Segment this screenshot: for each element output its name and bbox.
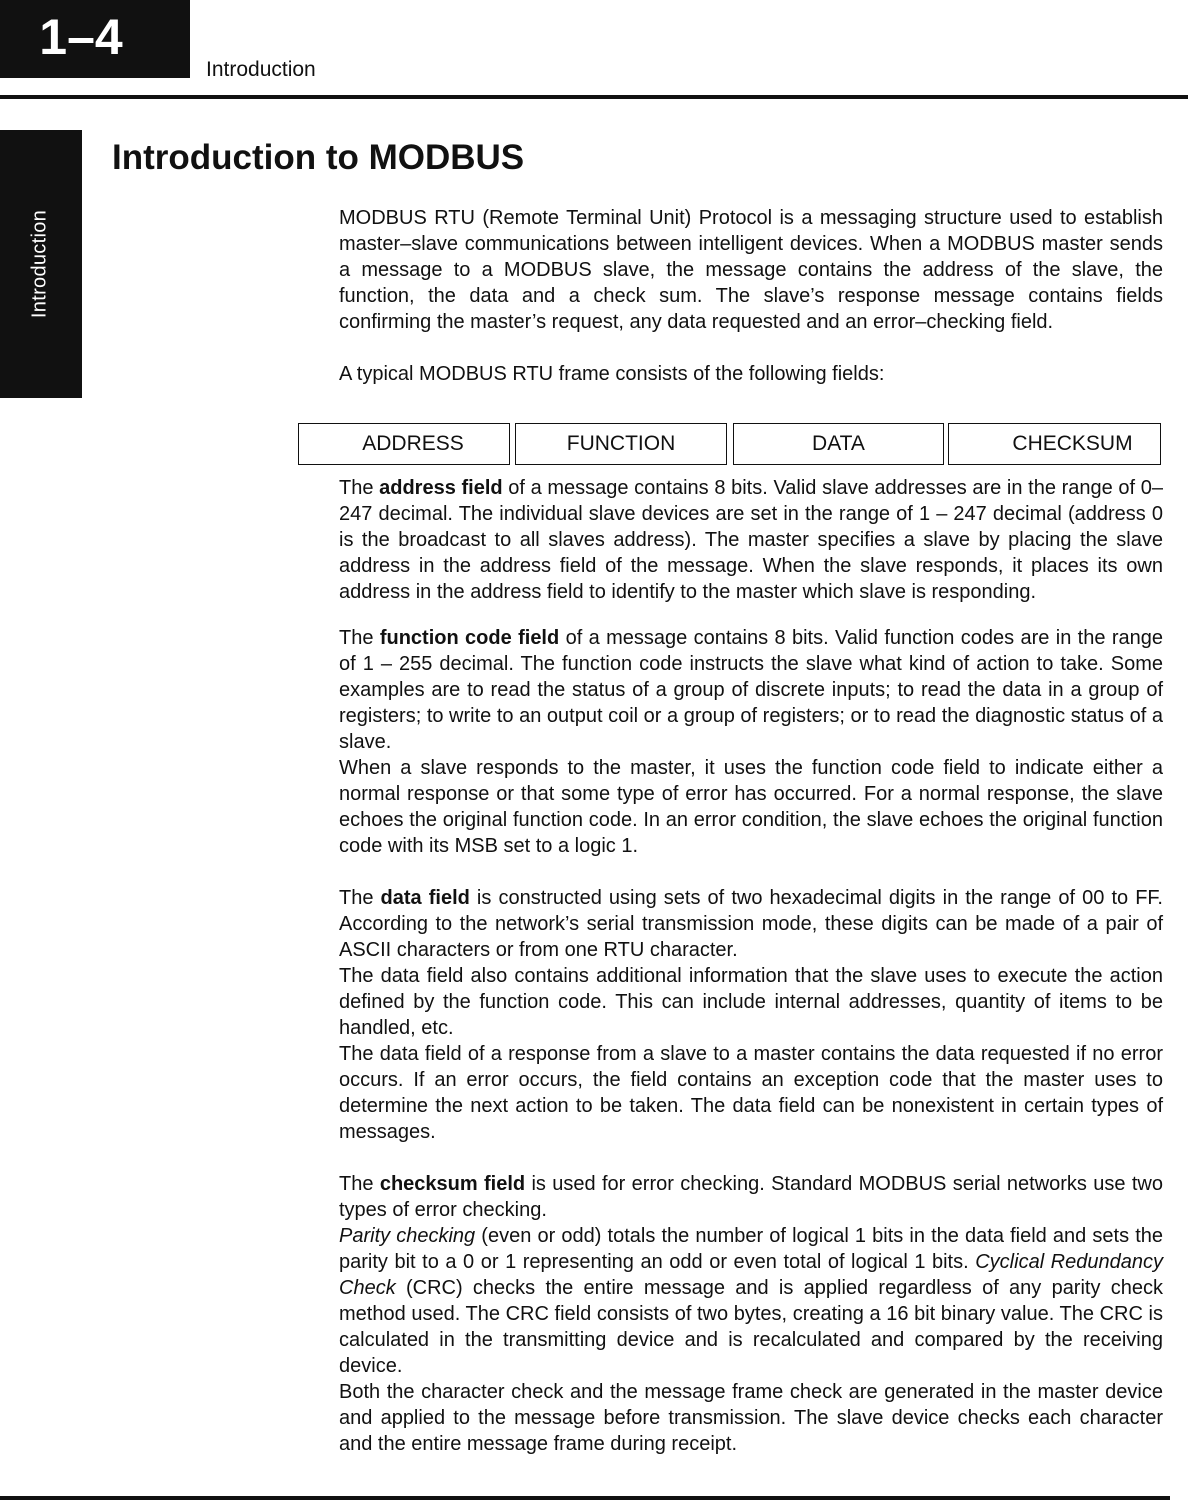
frame-field-label: DATA bbox=[812, 432, 865, 455]
data-lead: The bbox=[339, 887, 381, 909]
footer-rule bbox=[0, 1496, 1170, 1500]
frame-intro-paragraph: A typical MODBUS RTU frame consists of the following fields: bbox=[339, 363, 885, 385]
address-field-text: of a message contains 8 bits. Valid slave addresses are in the range of 0– 247 decimal. The individual slave devices are set in the range of 1 – 247 decimal (address 0 is the broadcast to all slaves address). The master specifies a slave by placing the slave address in the address field of the message. When the slave responds, it places its own address in the address field to identify to the master which slave is responding. bbox=[339, 477, 1163, 603]
parity-crc-paragraph bbox=[339, 1223, 1163, 1379]
frame-field-label: ADDRESS bbox=[362, 432, 464, 455]
data-response-paragraph: The data field of a response from a slave to a master contains the data requested if no error occurs. If an error occurs, the field contains an exception code that the master uses to determine the next action to be taken. The data field can be nonexistent in certain types of messages. bbox=[339, 1043, 1163, 1143]
address-lead: The bbox=[339, 477, 380, 499]
data-additional-paragraph: The data field also contains additional information that the slave uses to execute the action defined by the function code. This can include internal addresses, quantity of items to be handled, etc. bbox=[339, 965, 1163, 1039]
function-response-paragraph: When a slave responds to the master, it uses the function code field to indicate either a normal response or that some type of error has occurred. For a normal response, the slave echoes the original function code. In an error condition, the slave echoes the original function code with its MSB set to a logic 1. bbox=[339, 757, 1163, 857]
side-tab-label: Introduction bbox=[28, 209, 51, 319]
parity-checking-term: Parity checking bbox=[339, 1225, 476, 1247]
checksum-field-paragraph bbox=[339, 1171, 1163, 1223]
function-field-paragraph bbox=[339, 625, 1163, 755]
checksum-field-term: checksum field bbox=[379, 1173, 526, 1195]
crc-text: (CRC) checks the entire message and is applied regardless of any parity check method used. The CRC field consists of two bytes, creating a 16 bit binary value. The CRC is calculated in the transmitting device and is recalculated and compared by the receiving device. bbox=[339, 1277, 1163, 1377]
data-field-paragraph bbox=[339, 885, 1163, 963]
frame-field-label: FUNCTION bbox=[566, 432, 676, 455]
crc-term: Cyclical Redundancy Check bbox=[339, 1251, 1163, 1299]
checksum-generation-paragraph: Both the character check and the message frame check are generated in the master device and applied to the message before transmission. The slave device checks each character and the entire message frame during receipt. bbox=[339, 1381, 1163, 1455]
address-field-paragraph bbox=[339, 475, 1163, 605]
header-section-label: Introduction bbox=[206, 58, 316, 81]
frame-spacer bbox=[339, 387, 1163, 475]
parity-checking-text: (even or odd) totals the number of logical 1 bits in the data field and sets the parity bit to a 0 or 1 representing an odd or even total of logical 1 bits. bbox=[339, 1225, 1163, 1273]
checksum-field-text: is used for error checking. Standard MODBUS serial networks use two types of error checking. bbox=[339, 1173, 1163, 1221]
data-field-text: is constructed using sets of two hexadecimal digits in the range of 00 to FF. According to the network’s serial transmission mode, these digits can be made of a pair of ASCII characters or from one RTU character. bbox=[339, 887, 1163, 961]
checksum-lead: The bbox=[339, 1173, 380, 1195]
header-rule bbox=[0, 95, 1188, 99]
page-title: Introduction to MODBUS bbox=[112, 138, 525, 177]
address-field-term: address field bbox=[379, 477, 503, 499]
body-text bbox=[339, 205, 1163, 1457]
function-lead: The bbox=[339, 627, 380, 649]
function-field-text: of a message contains 8 bits. Valid function codes are in the range of 1 – 255 decimal. The function code instructs the slave what kind of action to take. Some examples are to read the status of a group of discrete inputs; to read the data in a group of registers; to write to an output coil or a group of registers; or to read the diagnostic status of a slave. bbox=[339, 627, 1163, 753]
frame-field-label: CHECKSUM bbox=[1012, 432, 1133, 455]
data-field-term: data field bbox=[380, 887, 470, 909]
function-code-field-term: function code field bbox=[379, 627, 560, 649]
intro-paragraph: MODBUS RTU (Remote Terminal Unit) Protocol is a messaging structure used to establish master–slave communications between intelligent devices. When a MODBUS master sends a message to a MODBUS slave, the message contains the address of the slave, the function, the data and a check sum. The slave’s response message contains fields confirming the master’s request, any data requested and an error–checking field. bbox=[339, 207, 1163, 333]
page-number-tab: 1–4 bbox=[0, 0, 190, 78]
